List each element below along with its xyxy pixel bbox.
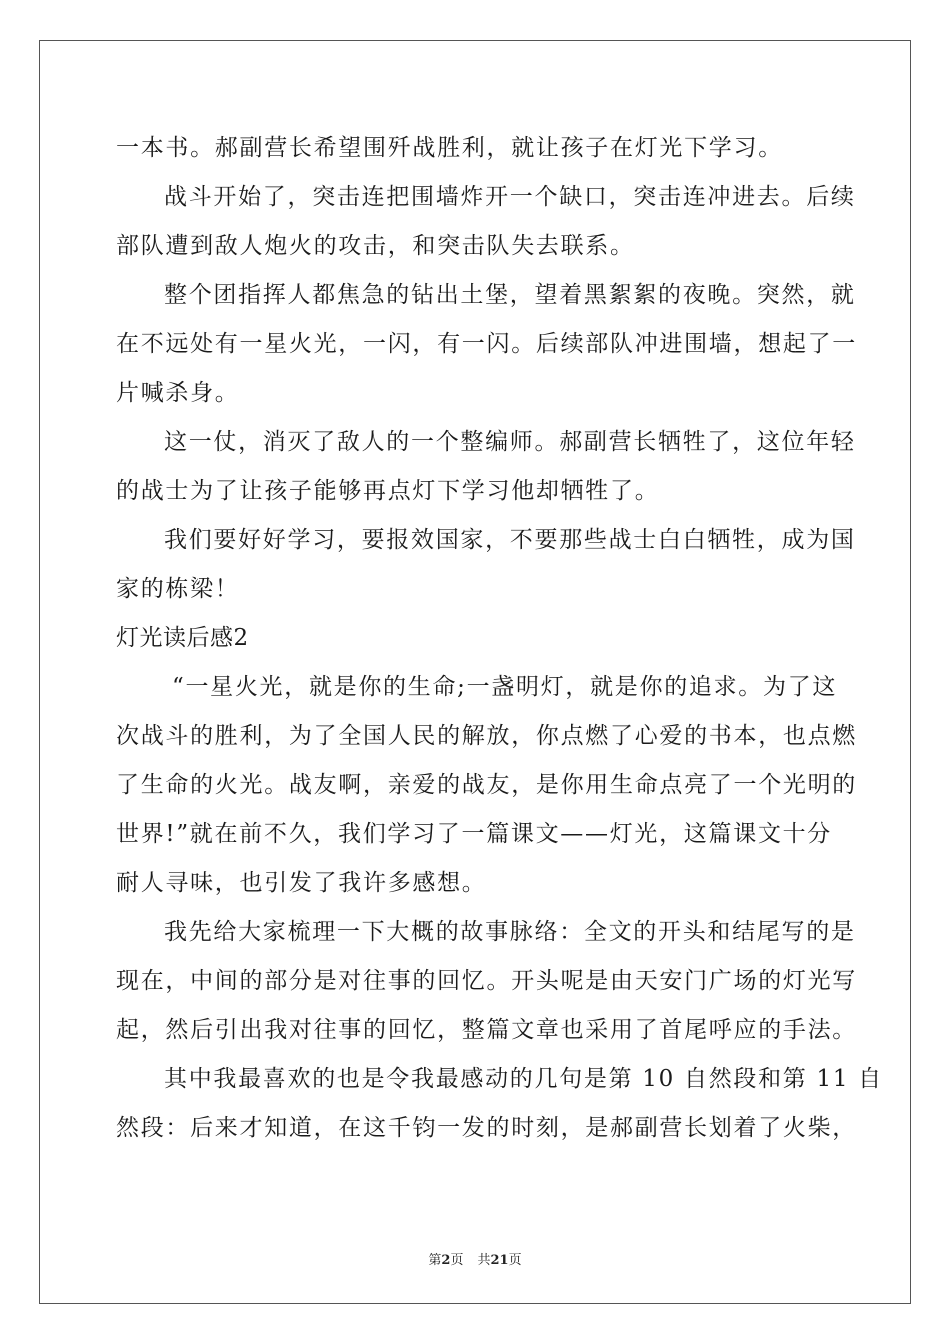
text-line: 次战斗的胜利，为了全国人民的解放，你点燃了心爱的书本，也点燃	[116, 723, 857, 749]
total-prefix: 共	[477, 1253, 491, 1268]
page-suffix: 页	[450, 1253, 464, 1268]
text-line: 然段：后来才知道，在这千钧一发的时刻，是郝副营长划着了火柴，	[116, 1115, 857, 1141]
text-line: 片喊杀身。	[116, 380, 240, 406]
text-line: 家的栋梁！	[116, 576, 240, 602]
section-heading: 灯光读后感2	[116, 625, 249, 651]
text-line: 其中我最喜欢的也是令我最感动的几句是第 10 自然段和第 11 自	[164, 1066, 883, 1092]
text-line: 这一仗，消灭了敌人的一个整编师。郝副营长牺牲了，这位年轻	[164, 429, 856, 455]
document-body	[116, 124, 883, 1153]
text-line: 耐人寻味，也引发了我许多感想。	[116, 870, 487, 896]
page-footer	[0, 1249, 950, 1268]
text-line: 的战士为了让孩子能够再点灯下学习他却牺牲了。	[116, 478, 660, 504]
text-line: 我先给大家梳理一下大概的故事脉络：全文的开头和结尾写的是	[164, 919, 856, 945]
text-line: 我们要好好学习，要报效国家，不要那些战士白白牺牲，成为国	[164, 527, 856, 553]
page-prefix: 第	[428, 1253, 442, 1268]
total-pages: 21	[490, 1253, 509, 1268]
text-line: 一本书。郝副营长希望围歼战胜利，就让孩子在灯光下学习。	[116, 135, 783, 161]
total-suffix: 页	[508, 1253, 522, 1268]
text-line: 了生命的火光。战友啊，亲爱的战友，是你用生命点亮了一个光明的	[116, 772, 857, 798]
page-number: 2	[441, 1253, 451, 1268]
text-line: 现在，中间的部分是对往事的回忆。开头呢是由天安门广场的灯光写	[116, 968, 857, 994]
text-line: 部队遭到敌人炮火的攻击，和突击队失去联系。	[116, 233, 635, 259]
text-line: 整个团指挥人都焦急的钻出土堡，望着黑絮絮的夜晚。突然，就	[164, 282, 856, 308]
text-line: 世界!”就在前不久，我们学习了一篇课文——灯光，这篇课文十分	[116, 821, 833, 847]
text-line: “一星火光，就是你的生命;一盏明灯，就是你的追求。为了这	[172, 674, 838, 700]
text-line: 起，然后引出我对往事的回忆，整篇文章也采用了首尾呼应的手法。	[116, 1017, 857, 1043]
text-line: 战斗开始了，突击连把围墙炸开一个缺口，突击连冲进去。后续	[164, 184, 856, 210]
text-line: 在不远处有一星火光，一闪，有一闪。后续部队冲进围墙，想起了一	[116, 331, 857, 357]
